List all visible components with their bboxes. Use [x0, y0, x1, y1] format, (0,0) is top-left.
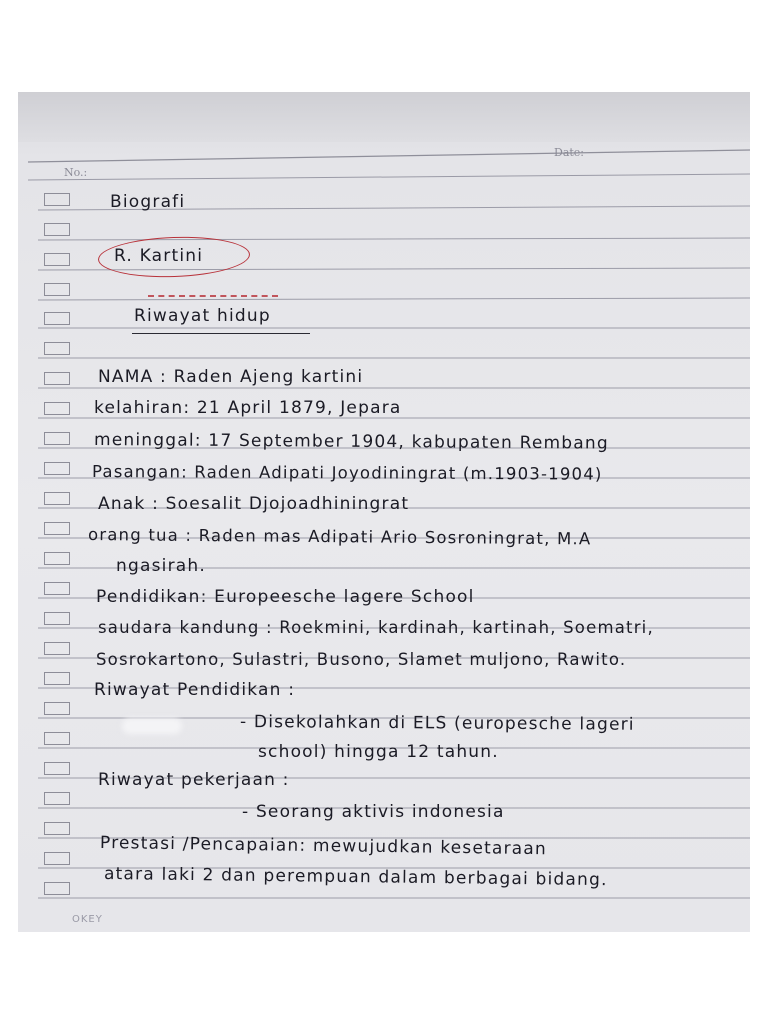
margin-box: [44, 702, 70, 715]
margin-box: [44, 312, 70, 325]
margin-box: [44, 582, 70, 595]
margin-box: [44, 732, 70, 745]
correction-blot: [122, 718, 182, 734]
note-line: orang tua : Raden mas Adipati Ario Sosroningrat, M.A: [87, 525, 592, 549]
note-line: Anak : Soesalit Djojoadhiningrat: [98, 494, 410, 514]
note-line: school) hingga 12 tahun.: [258, 742, 499, 762]
brand-label: OKEY: [72, 914, 103, 925]
margin-box: [44, 822, 70, 835]
note-line: saudara kandung : Roekmini, kardinah, kartinah, Soematri,: [98, 618, 654, 637]
accent-dashes: [148, 295, 278, 305]
note-line: Pendidikan: Europeesche lagere School: [96, 587, 475, 607]
note-line: NAMA : Raden Ajeng kartini: [98, 367, 364, 387]
note-line: - Seorang aktivis indonesia: [242, 802, 505, 822]
margin-box: [44, 342, 70, 355]
section-underline: [132, 331, 310, 334]
note-line: ngasirah.: [116, 556, 206, 576]
note-line: Prestasi /Pencapaian: mewujudkan kesetaraan: [99, 833, 548, 860]
margin-box: [44, 223, 70, 236]
margin-box: [44, 402, 70, 415]
margin-box: [44, 522, 70, 535]
section-heading: Riwayat hidup: [134, 306, 271, 326]
margin-box: [44, 552, 70, 565]
note-line: Sosrokartono, Sulastri, Busono, Slamet muljono, Rawito.: [96, 650, 627, 669]
margin-box: [44, 672, 70, 685]
margin-box: [44, 253, 70, 266]
note-line: Riwayat Pendidikan :: [94, 680, 296, 700]
margin-box: [44, 492, 70, 505]
date-label: Date:: [554, 146, 585, 159]
margin-box: [44, 283, 70, 296]
note-line: Riwayat pekerjaan :: [98, 770, 290, 790]
note-title: Biografi: [110, 192, 186, 212]
margin-box: [44, 792, 70, 805]
margin-box: [44, 193, 70, 206]
margin-box: [44, 372, 70, 385]
no-label: No.:: [64, 166, 88, 179]
margin-box: [44, 462, 70, 475]
note-line: kelahiran: 21 April 1879, Jepara: [94, 398, 402, 418]
margin-box: [44, 882, 70, 895]
margin-box: [44, 612, 70, 625]
margin-box: [44, 762, 70, 775]
margin-box: [44, 432, 70, 445]
note-line: atara laki 2 dan perempuan dalam berbagai bidang.: [103, 864, 608, 891]
margin-box: [44, 852, 70, 865]
margin-box: [44, 642, 70, 655]
note-line: Pasangan: Raden Adipati Joyodiningrat (m.1903-1904): [91, 462, 603, 484]
note-line: - Disekolahkan di ELS (europesche lageri: [239, 712, 635, 735]
note-line: meninggal: 17 September 1904, kabupaten Rembang: [93, 430, 609, 454]
notebook-photo: [18, 92, 750, 932]
name-circled: R. Kartini: [114, 246, 204, 266]
